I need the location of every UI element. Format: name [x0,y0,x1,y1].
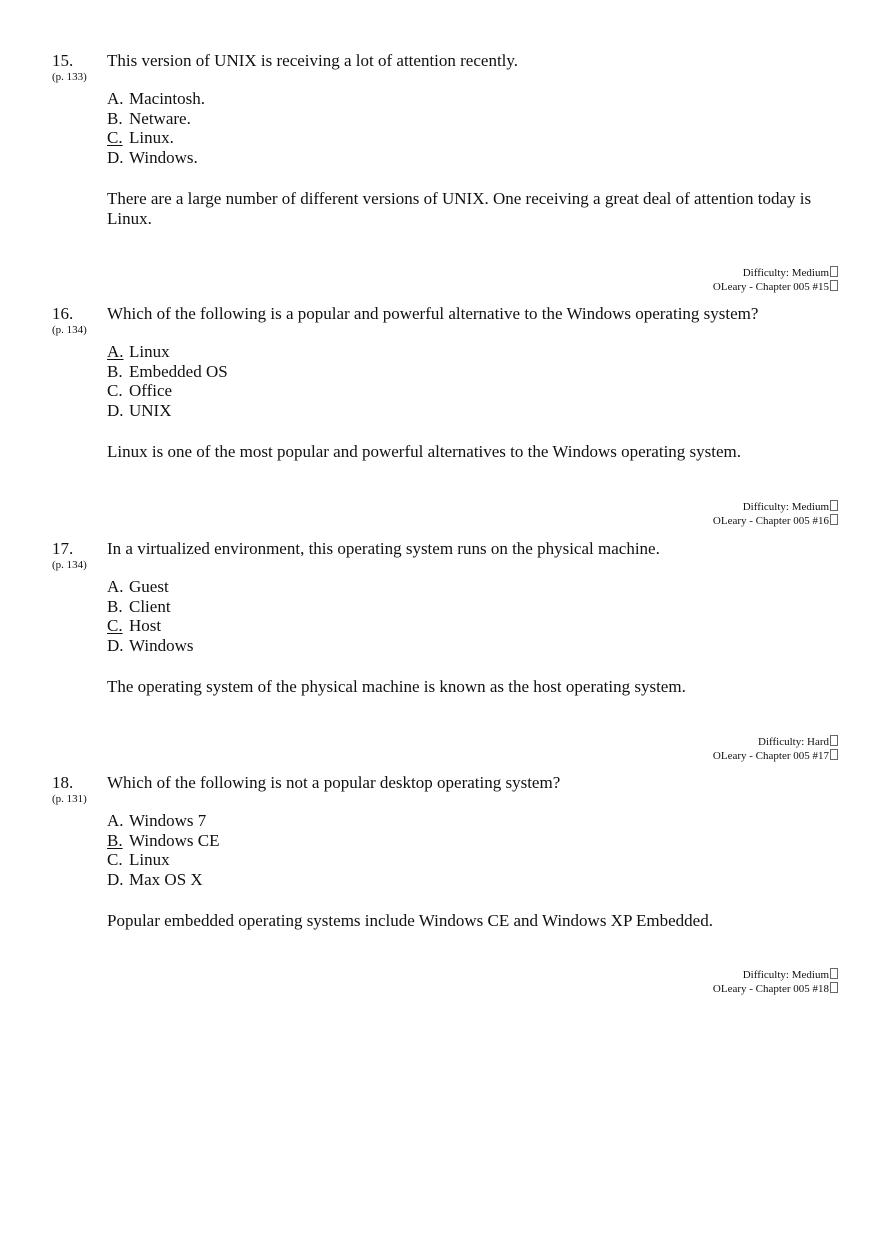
answer-choices [107,811,219,890]
choice-letter: A. [107,577,124,596]
answer-explanation: The operating system of the physical machine is known as the host operating system. [107,677,686,696]
difficulty-label: Difficulty: Medium [713,266,838,280]
answer-choices [107,89,205,168]
choice-letter: D. [107,401,124,421]
answer-explanation: Popular embedded operating systems include Windows CE and Windows XP Embedded. [107,911,713,930]
choice-text: Host [129,616,162,636]
difficulty-label: Difficulty: Medium [713,968,838,982]
question-number: 15. [52,51,74,70]
choice-text: Windows CE [129,830,220,850]
answer-choices [107,342,228,421]
answer-choice [107,850,219,870]
answer-choice [107,870,219,890]
choice-letter: B. [107,596,123,616]
choice-text: Windows [129,636,194,656]
page-reference: (p. 134) [52,324,87,336]
question-metadata [713,968,838,996]
choice-text: Office [129,381,173,401]
choice-letter: C. [107,850,123,870]
choice-letter: A. [107,89,124,108]
choice-letter: A. [107,342,124,361]
choice-letter: B. [107,830,123,850]
choice-text: Embedded OS [129,361,228,381]
page-reference: (p. 131) [52,793,87,805]
choice-letter: D. [107,636,124,656]
answer-explanation: Linux is one of the most popular and powerful alternatives to the Windows operating system. [107,442,742,461]
difficulty-label: Difficulty: Hard [713,735,838,749]
page-reference: (p. 133) [52,71,87,83]
choice-letter: D. [107,148,124,168]
question-text: This version of UNIX is receiving a lot of attention recently. [107,51,519,70]
choice-text: Windows 7 [129,811,207,830]
question-text: Which of the following is not a popular desktop operating system? [107,773,561,792]
choice-text: Macintosh. [129,89,206,108]
answer-choice [107,89,205,109]
question-number: 17. [52,539,74,558]
question-metadata [713,500,838,528]
source-label: OLeary - Chapter 005 #15 [713,280,838,294]
answer-choice [107,109,205,129]
answer-choice [107,811,219,831]
question-text: In a virtualized environment, this operating system runs on the physical machine. [107,539,660,558]
choice-letter: A. [107,811,124,830]
answer-choices [107,577,193,656]
question-text: Which of the following is a popular and powerful alternative to the Windows operating system? [107,304,759,323]
choice-letter: C. [107,128,123,148]
choice-letter: C. [107,616,123,636]
question-metadata [713,266,838,294]
choice-text: Linux. [129,128,174,148]
choice-letter: D. [107,870,124,890]
answer-choice [107,577,193,597]
difficulty-label: Difficulty: Medium [713,500,838,514]
choice-text: Linux [129,850,170,870]
choice-text: Client [129,596,171,616]
answer-choice [107,362,228,382]
source-label: OLeary - Chapter 005 #18 [713,982,838,996]
answer-choice [107,616,193,636]
answer-choice [107,381,228,401]
answer-choice [107,342,228,362]
choice-text: Netware. [129,108,191,128]
choice-text: Max OS X [129,870,203,890]
source-label: OLeary - Chapter 005 #16 [713,514,838,528]
choice-text: Windows. [129,148,198,168]
choice-text: UNIX [129,401,172,421]
choice-text: Guest [129,577,169,596]
answer-choice [107,401,228,421]
source-label: OLeary - Chapter 005 #17 [713,749,838,763]
question-metadata [713,735,838,763]
choice-letter: C. [107,381,123,401]
answer-choice [107,831,219,851]
question-number: 18. [52,773,74,792]
choice-letter: B. [107,108,123,128]
answer-explanation: There are a large number of different versions of UNIX. One receiving a great deal of attention today is Linux. [107,189,812,228]
answer-choice [107,597,193,617]
answer-choice [107,128,205,148]
choice-letter: B. [107,361,123,381]
page-reference: (p. 134) [52,559,87,571]
answer-choice [107,148,205,168]
choice-text: Linux [129,342,170,361]
question-number: 16. [52,304,74,323]
answer-choice [107,636,193,656]
